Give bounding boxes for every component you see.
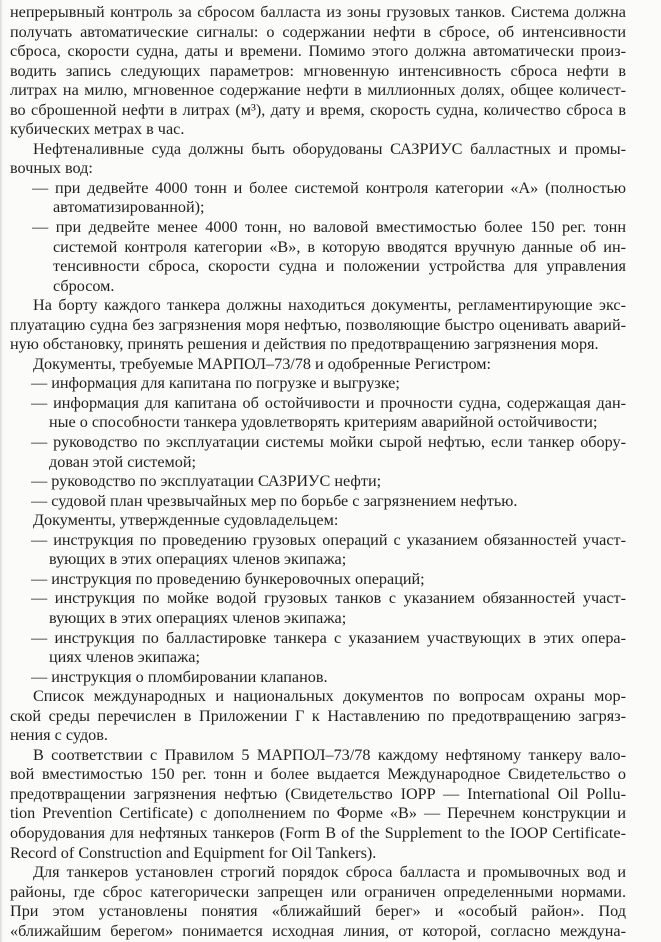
text-line-content: нения с судов. bbox=[10, 726, 108, 745]
text-line-content: «ближайшим берегом» понимается исходная линия, от которой, согласно междуна- bbox=[10, 921, 626, 940]
text-line bbox=[0, 746, 661, 766]
text-line-content: В соответствии с Правилом 5 МАРПОЛ–73/78 каждому нефтяному танкеру вало- bbox=[33, 745, 626, 764]
text-line-content: непрерывный контроль за сбросом балласта из зоны грузовых танков. Система должна bbox=[10, 3, 626, 21]
text-line bbox=[0, 374, 661, 394]
text-line bbox=[0, 277, 661, 297]
text-line-content: — инструкция о пломбировании клапанов. bbox=[31, 667, 328, 686]
text-line-content: — при дедвейте менее 4000 тонн, но валовой вместимостью более 150 рег. тонн bbox=[32, 218, 626, 237]
text-line-content: — при дедвейте 4000 тонн и более системой контроля категории «А» (полностью bbox=[32, 178, 626, 197]
text-line bbox=[0, 726, 661, 746]
text-line bbox=[0, 609, 661, 629]
text-line-content: Документы, утвержденные судовладельцем: bbox=[33, 511, 339, 530]
text-line-content: — инструкция по проведению бункеровочных операций; bbox=[31, 569, 425, 588]
text-line bbox=[0, 453, 661, 473]
text-line bbox=[0, 179, 661, 199]
text-line bbox=[0, 707, 661, 727]
text-line-content: — судовой план чрезвычайных мер по борьбе с загрязнением нефтью. bbox=[31, 491, 518, 510]
text-line-content: tion Prevention Certificate) с дополнением по Форме «В» — Перечнем конструкции и bbox=[10, 804, 626, 823]
text-line-content: циях членов экипажа; bbox=[49, 648, 200, 667]
text-line-content: вочных вод: bbox=[10, 159, 93, 178]
text-line-content: — инструкция по мойке водой грузовых танков с указанием обязанностей участ- bbox=[31, 589, 626, 608]
text-line-content: сбросом. bbox=[53, 276, 115, 295]
text-line bbox=[0, 511, 661, 531]
text-line bbox=[0, 413, 661, 433]
text-line-content: вующих в этих операциях членов экипажа; bbox=[49, 550, 347, 569]
text-line-content: водить запись следующих параметров: мгновенную интенсивность сброса нефти в bbox=[10, 61, 626, 80]
text-line bbox=[0, 765, 661, 785]
text-line bbox=[0, 902, 661, 922]
text-line bbox=[0, 296, 661, 316]
text-line-content: На борту каждого танкера должны находиться документы, регламентирующие экс- bbox=[33, 296, 626, 315]
text-line-content: во сброшенной нефти в литрах (м³), дату и время, скорость судна, количество сброса в bbox=[10, 100, 626, 119]
text-line bbox=[0, 140, 661, 160]
text-line bbox=[0, 883, 661, 903]
text-line-content: Для танкеров установлен строгий порядок сброса балласта и промывочных вод и bbox=[33, 863, 626, 882]
text-line-content: автоматизированной); bbox=[53, 198, 205, 217]
text-line bbox=[0, 238, 661, 258]
text-line bbox=[0, 570, 661, 590]
text-line bbox=[0, 81, 661, 101]
text-line bbox=[0, 863, 661, 883]
text-line bbox=[0, 687, 661, 707]
text-line-content: — руководство по эксплуатации САЗРИУС нефти; bbox=[31, 472, 382, 491]
text-line bbox=[0, 531, 661, 551]
text-line-content: ную обстановку, принять решения и действия по предотвращению загрязнения моря. bbox=[10, 335, 599, 354]
text-line bbox=[0, 804, 661, 824]
text-line bbox=[0, 629, 661, 649]
text-line-content: вой вместимостью 150 рег. тонн и более выдается Международное Свидетельство о bbox=[10, 765, 626, 784]
text-line-content: Нефтеналивные суда должны быть оборудованы САЗРИУС балластных и промы- bbox=[33, 139, 626, 158]
text-line bbox=[0, 23, 661, 43]
text-line bbox=[0, 316, 661, 336]
text-line-content: кубических метрах в час. bbox=[10, 120, 185, 139]
text-line bbox=[0, 120, 661, 140]
text-line-content: — руководство по эксплуатации системы мойки сырой нефтью, если танкер обору- bbox=[31, 433, 626, 452]
text-line-content: — информация для капитана об остойчивости и прочности судна, содержащая дан- bbox=[31, 393, 626, 412]
text-line-content: оборудования для нефтяных танкеров (Form B of the Supplement to the IOOP Certificate- bbox=[10, 823, 626, 842]
text-line-content: — инструкция по проведению грузовых операций с указанием обязанностей участ- bbox=[31, 530, 626, 549]
text-line bbox=[0, 550, 661, 570]
text-line bbox=[0, 922, 661, 942]
text-line bbox=[0, 648, 661, 668]
text-line-content: — информация для капитана по погрузке и выгрузке; bbox=[31, 374, 400, 393]
text-line-content: системой контроля категории «В», в которую вводятся вручную данные об ин- bbox=[53, 237, 626, 256]
text-line bbox=[0, 218, 661, 238]
text-line-content: тенсивности сброса, скорости судна и положении устройства для управления bbox=[53, 257, 626, 276]
text-line bbox=[0, 101, 661, 121]
text-line bbox=[0, 3, 661, 23]
text-line-content: районы, где сброс категорически запрещен или ограничен определенными нормами. bbox=[10, 882, 626, 901]
text-line bbox=[0, 589, 661, 609]
text-line bbox=[0, 198, 661, 218]
text-line bbox=[0, 355, 661, 375]
text-line bbox=[0, 844, 661, 864]
text-line-content: вующих в этих операциях членов экипажа; bbox=[49, 608, 347, 627]
text-line bbox=[0, 433, 661, 453]
text-line-content: ные о способности танкера удовлетворять критериям аварийной остойчивости; bbox=[49, 413, 598, 432]
text-line-content: дован этой системой; bbox=[49, 452, 197, 471]
text-line bbox=[0, 668, 661, 688]
text-line-content: Record of Construction and Equipment for Oil Tankers). bbox=[10, 843, 377, 862]
text-line-content: получать автоматические сигналы: о содержании нефти в сбросе, об интенсивности bbox=[10, 22, 626, 41]
text-line-content: плуатацию судна без загрязнения моря нефтью, позволяющие быстро оценивать аварий- bbox=[10, 315, 626, 334]
text-line-content: предотвращении загрязнения нефтью (Свидетельство IOPP — International Oil Pollu- bbox=[10, 784, 626, 803]
text-line bbox=[0, 335, 661, 355]
text-line-content: Список международных и национальных документов по вопросам охраны мор- bbox=[33, 687, 626, 706]
document-page bbox=[0, 3, 661, 941]
text-line bbox=[0, 257, 661, 277]
text-line bbox=[0, 42, 661, 62]
text-line-content: При этом установлены понятия «ближайший берег» и «особый район». Под bbox=[10, 902, 626, 921]
text-line bbox=[0, 394, 661, 414]
text-line-content: — инструкция по балластировке танкера с указанием участвующих в этих опера- bbox=[31, 628, 626, 647]
text-line bbox=[0, 824, 661, 844]
text-line-content: литрах на милю, мгновенное содержание нефти в миллионных долях, общее количест- bbox=[10, 81, 626, 100]
text-line-content: ской среды перечислен в Приложении Г к Наставлению по предотвращению загряз- bbox=[10, 706, 626, 725]
text-line-content: Документы, требуемые МАРПОЛ–73/78 и одобренные Регистром: bbox=[33, 354, 491, 373]
text-line bbox=[0, 472, 661, 492]
text-line bbox=[0, 159, 661, 179]
text-line bbox=[0, 492, 661, 512]
text-line bbox=[0, 785, 661, 805]
text-line-content: сброса, скорости судна, даты и времени. Помимо этого должна автоматически произ- bbox=[10, 42, 626, 61]
text-line bbox=[0, 62, 661, 82]
